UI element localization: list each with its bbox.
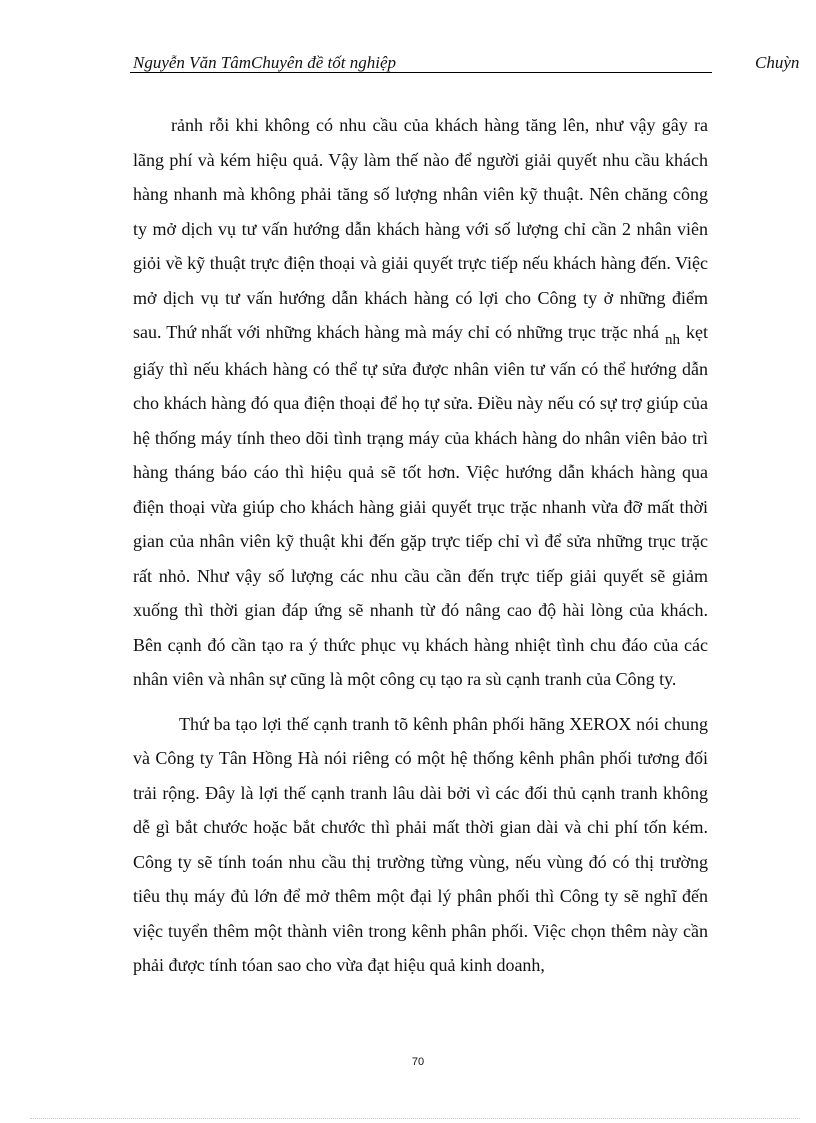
- document-body: [133, 108, 708, 983]
- paragraph-1: [133, 108, 708, 697]
- header-rule: [130, 72, 712, 73]
- paragraph-1-text-before: rảnh rỗi khi không có nhu cầu của khách hàng tăng lên, như vậy gây ra lãng phí và kém hiệu quả. Vậy làm thế nào để người giải quyết nhu cầu khách hàng nhanh mà không phải tăng số lượng nhân viên kỹ thuật. Nên chăng công ty mở dịch vụ tư vấn hướng dẫn khách hàng với số lượng chỉ cần 2 nhân viên giỏi về kỹ thuật trực điện thoại và giải quyết trực tiếp nếu khách hàng đến. Việc mở dịch vụ tư vấn hướng dẫn khách hàng có lợi cho Công ty ở những điểm sau. Thứ nhất với những khách hàng mà máy chỉ có những trục trặc nhá: [133, 115, 708, 342]
- header-right-fragment: Chuỳn: [755, 53, 800, 72]
- bottom-rule: [30, 1118, 800, 1119]
- paragraph-2: Thứ ba tạo lợi thế cạnh tranh tõ kênh phân phối hãng XEROX nói chung và Công ty Tân Hồng Hà nói riêng có một hệ thống kênh phân phối tương đối trải rộng. Đây là lợi thế cạnh tranh lâu dài bởi vì các đối thủ cạnh tranh không dễ gì bắt chước hoặc bắt chước thì phải mất thời gian dài và chi phí tốn kém. Công ty sẽ tính toán nhu cầu thị trường từng vùng, nếu vùng đó có thị trường tiêu thụ máy đủ lớn để mở thêm một đại lý phân phối thì Công ty sẽ nghĩ đến việc tuyển thêm một thành viên trong kênh phân phối. Việc chọn thêm này cần phải được tính tóan sao cho vừa đạt hiệu quả kinh doanh,: [133, 713, 708, 975]
- paragraph-1-fragment: nh: [665, 332, 680, 348]
- header-title: Nguyễn Văn TâmChuyên đề tốt nghiệp: [133, 53, 396, 72]
- paragraph-1-text-after: kẹt giấy thì nếu khách hàng có thể tự sửa được nhân viên tư vấn có thể hướng dẫn cho khách hàng đó qua điện thoại để họ tự sửa. Điều này nếu có sự trợ giúp của hệ thống máy tính theo dõi tình trạng máy của khách hàng do nhân viên bảo trì hàng tháng báo cáo thì hiệu quả sẽ tốt hơn. Việc hướng dẫn khách hàng qua điện thoại vừa giúp cho khách hàng giải quyết trục trặc nhanh vừa đỡ mất thời gian của nhân viên kỹ thuật khi đến gặp trực tiếp chỉ vì để sửa những trục trặc rất nhỏ. Như vậy số lượng các nhu cầu cần đến trực tiếp giải quyết sẽ giảm xuống thì thời gian đáp ứng sẽ nhanh từ đó nâng cao độ hài lòng của khách. Bên cạnh đó cần tạo ra ý thức phục vụ khách hàng nhiệt tình chu đáo của các nhân viên và nhân sự cũng là một công cụ tạo ra sù cạnh tranh của Công ty.: [133, 322, 708, 689]
- page-number: 70: [411, 1056, 425, 1068]
